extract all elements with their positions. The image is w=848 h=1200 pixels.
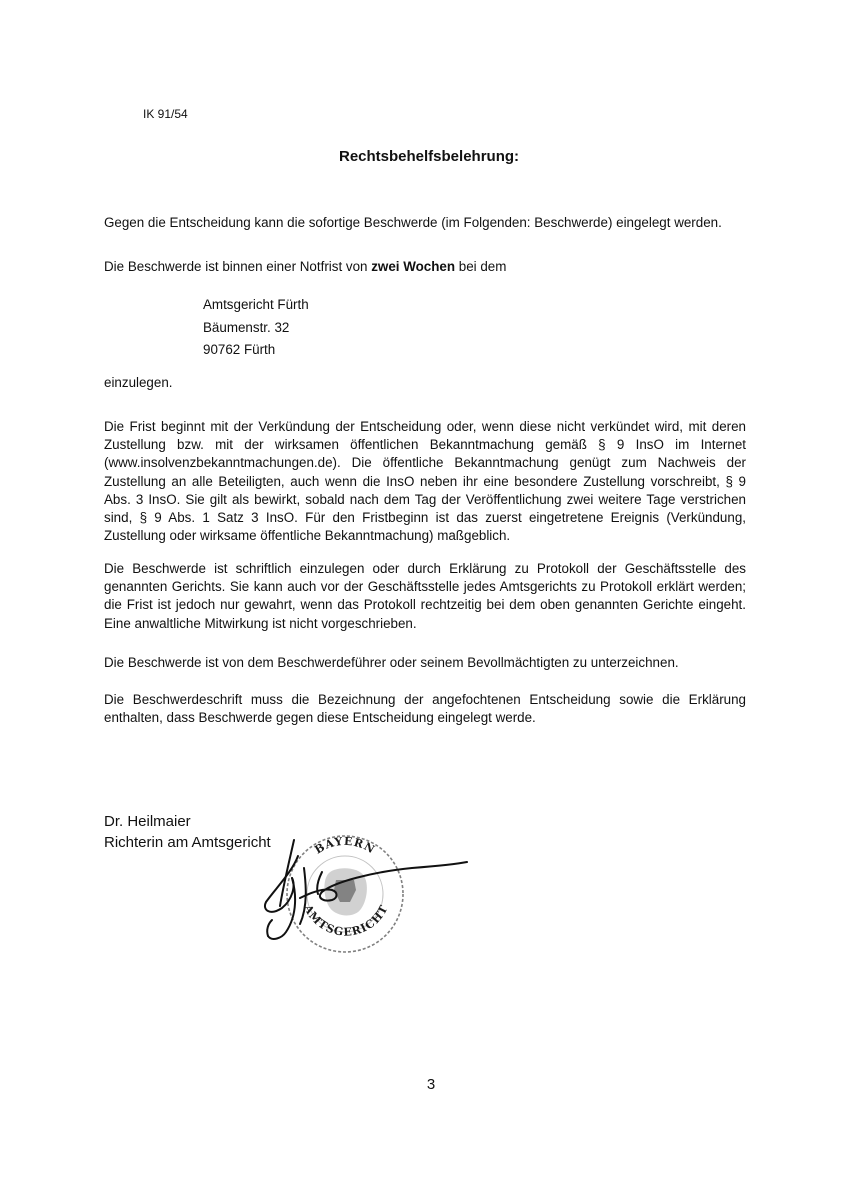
court-address	[203, 294, 309, 362]
court-city: 90762 Fürth	[203, 342, 276, 357]
paragraph-written-form: Die Beschwerde ist schriftlich einzulegen oder durch Erklärung zu Protokoll der Geschäftsstelle des genannten Gerichts. Sie kann auch vor der Geschäftsstelle jedes Amtsgerichts zu Protokoll erklärt werden; die Frist ist jedoch nur gewahrt, wenn das Protokoll rechtzeitig bei dem oben genannten Gerichte eingeht. Eine anwaltliche Mitwirkung ist nicht vorgeschrieben.	[104, 561, 746, 631]
paragraph-submit: einzulegen.	[104, 375, 173, 390]
paragraph-deadline-start: Die Frist beginnt mit der Verkündung der Entscheidung oder, wenn diese nicht verkündet wird, mit deren Zustellung bzw. mit der wirksamen öffentlichen Bekanntmachung gemäß § 9 InsO im Internet (www.insolvenzbekanntmachungen.de). Die öffentliche Bekanntmachung genügt zum Nachweis der Zustellung an alle Beteiligten, auch wenn die InsO neben ihr eine besondere Zustellung vorschreibt, § 9 Abs. 3 InsO. Sie gilt als bewirkt, sobald nach dem Tag der Veröffentlichung zwei weitere Tage verstrichen sind, § 9 Abs. 1 Satz 3 InsO. Für den Fristbeginn ist das zuerst eingetretene Ereignis (Verkündung, Zustellung oder wirksame öffentliche Bekanntmachung) maßgeblich.	[104, 419, 746, 544]
signature-and-seal	[262, 828, 482, 958]
deadline-bold: zwei Wochen	[371, 259, 456, 274]
paragraph-content-requirement: Die Beschwerdeschrift muss die Bezeichnung der angefochtenen Entscheidung sowie die Erklärung enthalten, dass Beschwerde gegen diese Entscheidung eingelegt werde.	[104, 692, 746, 726]
document-title: Rechtsbehelfsbelehrung:	[338, 148, 520, 165]
paragraph-deadline-text-after: bei dem	[455, 259, 507, 274]
seal-bottom-text: AMTSGERICHT	[301, 902, 391, 939]
paragraph-deadline	[104, 258, 746, 276]
paragraph-appeal-possible: Gegen die Entscheidung kann die sofortige Beschwerde (im Folgenden: Beschwerde) eingelegt werden.	[104, 215, 722, 230]
court-name: Amtsgericht Fürth	[203, 297, 309, 312]
signatory-role: Richterin am Amtsgericht	[104, 834, 271, 851]
court-street: Bäumenstr. 32	[203, 319, 290, 335]
seal-top-text: BAYERN	[312, 834, 378, 857]
signatory-block	[104, 811, 271, 853]
signatory-name: Dr. Heilmaier	[104, 813, 191, 830]
paragraph-deadline-text-before: Die Beschwerde ist binnen einer Notfrist von	[104, 259, 372, 274]
page-number: 3	[426, 1076, 436, 1093]
file-reference: IK 91/54	[143, 107, 188, 121]
paragraph-signature-requirement: Die Beschwerde ist von dem Beschwerdeführer oder seinem Bevollmächtigten zu unterzeichnen.	[104, 655, 679, 670]
court-seal-icon	[262, 828, 482, 958]
